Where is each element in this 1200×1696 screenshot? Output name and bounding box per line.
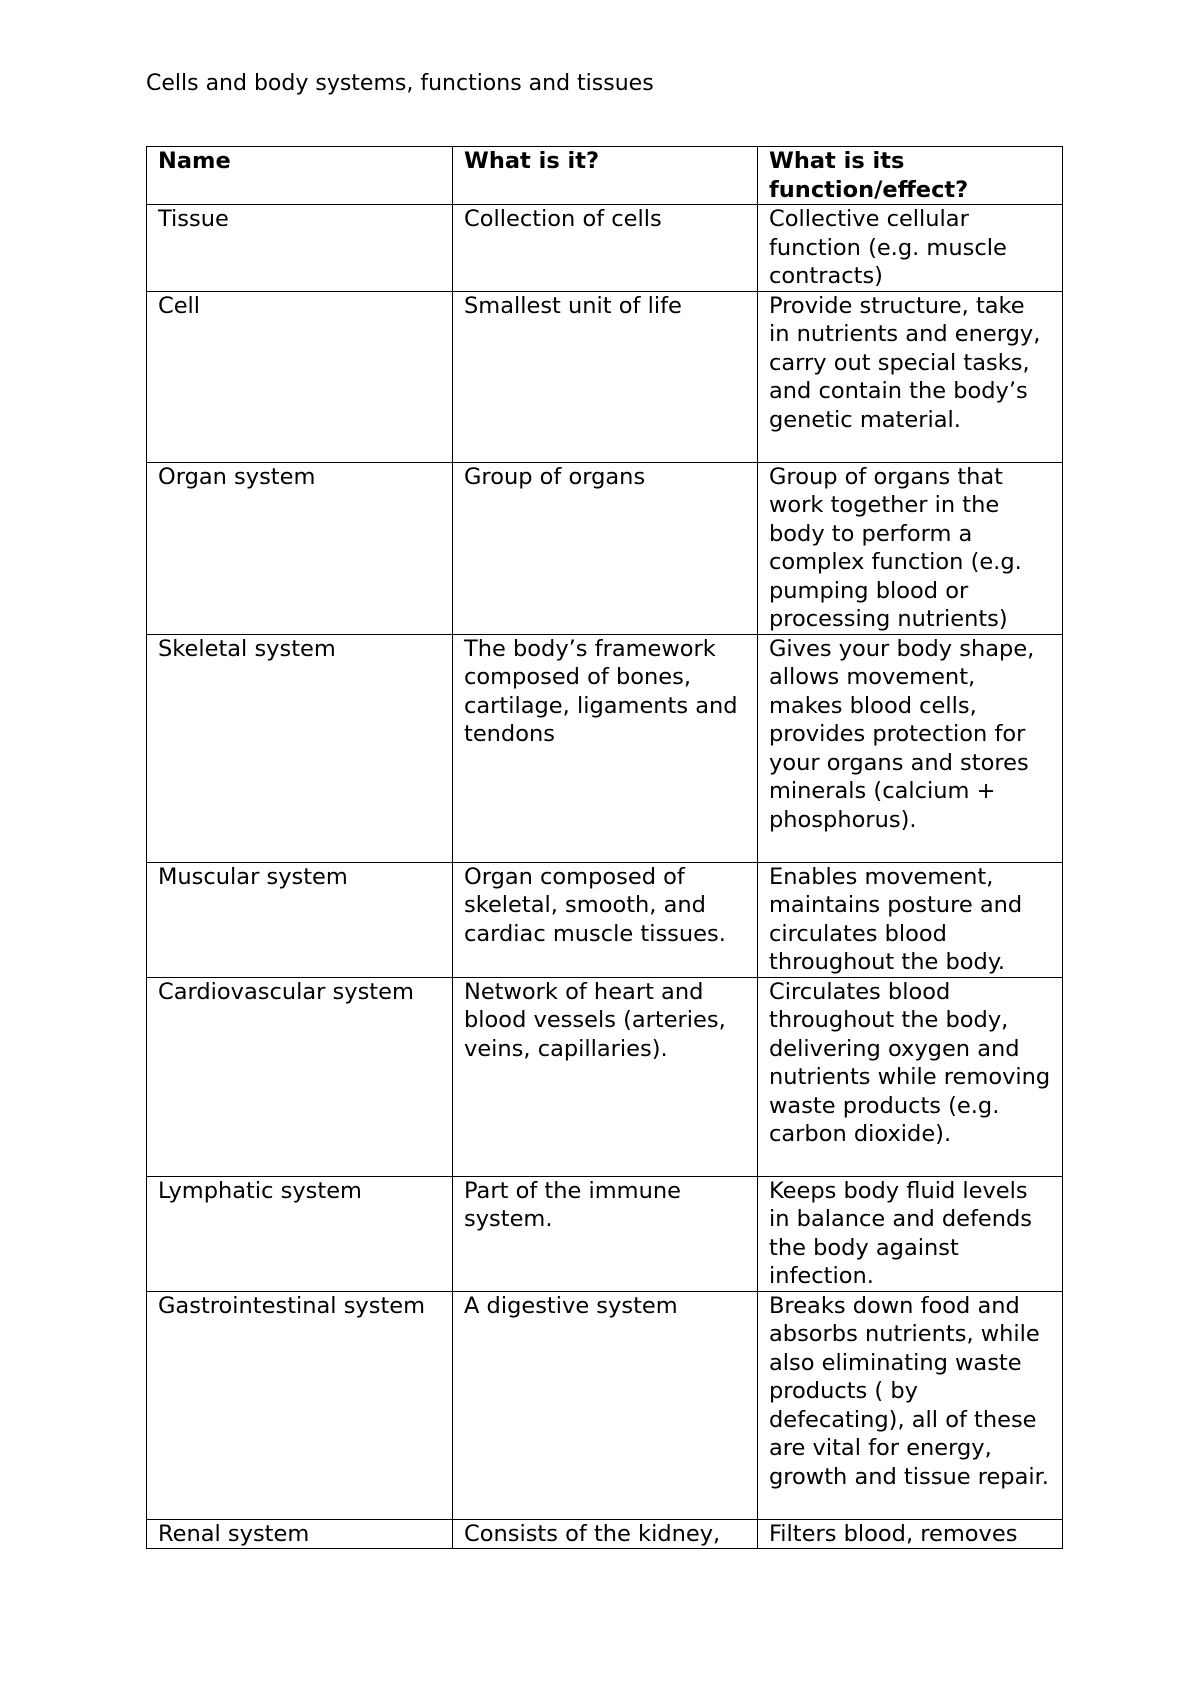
cell-function: Filters blood, removes bbox=[758, 1519, 1063, 1549]
cell-name: Cell bbox=[147, 291, 453, 462]
cell-what: Collection of cells bbox=[453, 205, 758, 292]
cell-name: Tissue bbox=[147, 205, 453, 292]
cell-function: Enables movement, maintains posture and circulates blood throughout the body. bbox=[758, 862, 1063, 977]
table-row bbox=[147, 291, 1063, 462]
cell-name: Gastrointestinal system bbox=[147, 1291, 453, 1519]
cell-what: The body’s framework composed of bones, cartilage, ligaments and tendons bbox=[453, 634, 758, 862]
cell-what: A digestive system bbox=[453, 1291, 758, 1519]
table-row bbox=[147, 634, 1063, 862]
cell-function: Circulates blood throughout the body, delivering oxygen and nutrients while removing waste products (e.g. carbon dioxide). bbox=[758, 977, 1063, 1176]
table-header-row bbox=[147, 147, 1063, 205]
table-row bbox=[147, 1176, 1063, 1291]
cell-function: Breaks down food and absorbs nutrients, while also eliminating waste products ( by defecating), all of these are vital for energy, growth and tissue repair. bbox=[758, 1291, 1063, 1519]
table-row bbox=[147, 977, 1063, 1176]
page-title: Cells and body systems, functions and tissues bbox=[146, 71, 654, 96]
cell-what: Network of heart and blood vessels (arteries, veins, capillaries). bbox=[453, 977, 758, 1176]
cell-function: Group of organs that work together in the body to perform a complex function (e.g. pumping blood or processing nutrients) bbox=[758, 462, 1063, 634]
cell-name: Cardiovascular system bbox=[147, 977, 453, 1176]
table-row bbox=[147, 462, 1063, 634]
cell-function: Gives your body shape, allows movement, makes blood cells, provides protection for your organs and stores minerals (calcium + phosphorus). bbox=[758, 634, 1063, 862]
cell-name: Renal system bbox=[147, 1519, 453, 1549]
table-row bbox=[147, 1519, 1063, 1549]
cell-name: Organ system bbox=[147, 462, 453, 634]
column-header-function: What is its function/effect? bbox=[758, 147, 1063, 205]
table-row bbox=[147, 862, 1063, 977]
column-header-what: What is it? bbox=[453, 147, 758, 205]
table-row bbox=[147, 205, 1063, 292]
cell-name: Muscular system bbox=[147, 862, 453, 977]
cell-name: Lymphatic system bbox=[147, 1176, 453, 1291]
column-header-name: Name bbox=[147, 147, 453, 205]
cell-what: Group of organs bbox=[453, 462, 758, 634]
cell-what: Smallest unit of life bbox=[453, 291, 758, 462]
cell-what: Consists of the kidney, bbox=[453, 1519, 758, 1549]
cell-function: Collective cellular function (e.g. muscle contracts) bbox=[758, 205, 1063, 292]
body-systems-table bbox=[146, 146, 1063, 1549]
cell-name: Skeletal system bbox=[147, 634, 453, 862]
cell-function: Keeps body fluid levels in balance and defends the body against infection. bbox=[758, 1176, 1063, 1291]
cell-function: Provide structure, take in nutrients and energy, carry out special tasks, and contain the body’s genetic material. bbox=[758, 291, 1063, 462]
table-row bbox=[147, 1291, 1063, 1519]
cell-what: Organ composed of skeletal, smooth, and cardiac muscle tissues. bbox=[453, 862, 758, 977]
cell-what: Part of the immune system. bbox=[453, 1176, 758, 1291]
